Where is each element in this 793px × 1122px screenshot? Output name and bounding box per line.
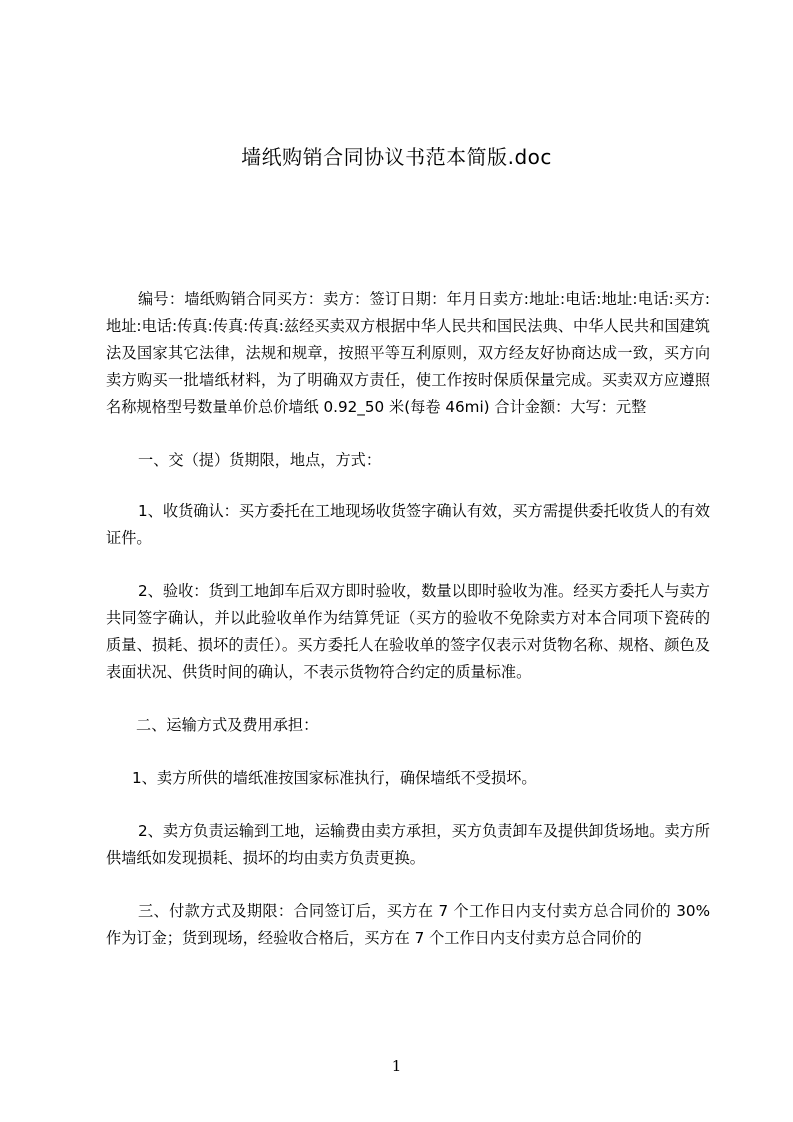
contract-intro-paragraph: 编号：墙纸购销合同买方：卖方：签订日期：年月日卖方:地址:电话:地址:电话:买方:地址:电话:传真:传真:传真:兹经买卖双方根据中华人民共和国民法典、中华人民共和国建筑法及国家其它法律，法规和规章，按照平等互利原则，双方经友好协商达成一致，买方向卖方购买一批墙纸材料，为了明确双方责任，使工作按时保质保量完成。买卖双方应遵照名称规格型号数量单价总价墙纸 0.92_50 米(每卷 46mi) 合计金额：大写：元整	[106, 290, 710, 416]
document-body	[106, 286, 710, 952]
section-transport-heading: 二、运输方式及费用承担：	[136, 716, 319, 734]
document-title: 墙纸购销合同协议书范本简版.doc	[241, 145, 552, 169]
transport-cost-paragraph: 2、卖方负责运输到工地，运输费由卖方承担，买方负责卸车及提供卸货场地。卖方所供墙纸如发现损耗、损坏的均由卖方负责更换。	[106, 822, 710, 867]
payment-terms-paragraph: 三、付款方式及期限：合同签订后，买方在 7 个工作日内支付卖方总合同价的 30%作为订金；货到现场，经验收合格后，买方在 7 个工作日内支付卖方总合同价的	[106, 902, 710, 947]
standard-paragraph: 1、卖方所供的墙纸准按国家标准执行，确保墙纸不受损坏。	[132, 769, 537, 787]
page-number: 1	[391, 1057, 402, 1075]
receipt-confirmation-paragraph: 1、收货确认：买方委托在工地现场收货签字确认有效，买方需提供委托收货人的有效证件。	[106, 502, 710, 547]
section-delivery-heading: 一、交（提）货期限，地点，方式：	[138, 451, 381, 469]
acceptance-paragraph: 2、验收：货到工地卸车后双方即时验收，数量以即时验收为准。经买方委托人与卖方共同签字确认，并以此验收单作为结算凭证（买方的验收不免除卖方对本合同项下瓷砖的质量、损耗、损坏的责任）。买方委托人在验收单的签字仅表示对货物名称、规格、颜色及表面状况、供货时间的确认，不表示货物符合约定的质量标准。	[106, 582, 710, 681]
